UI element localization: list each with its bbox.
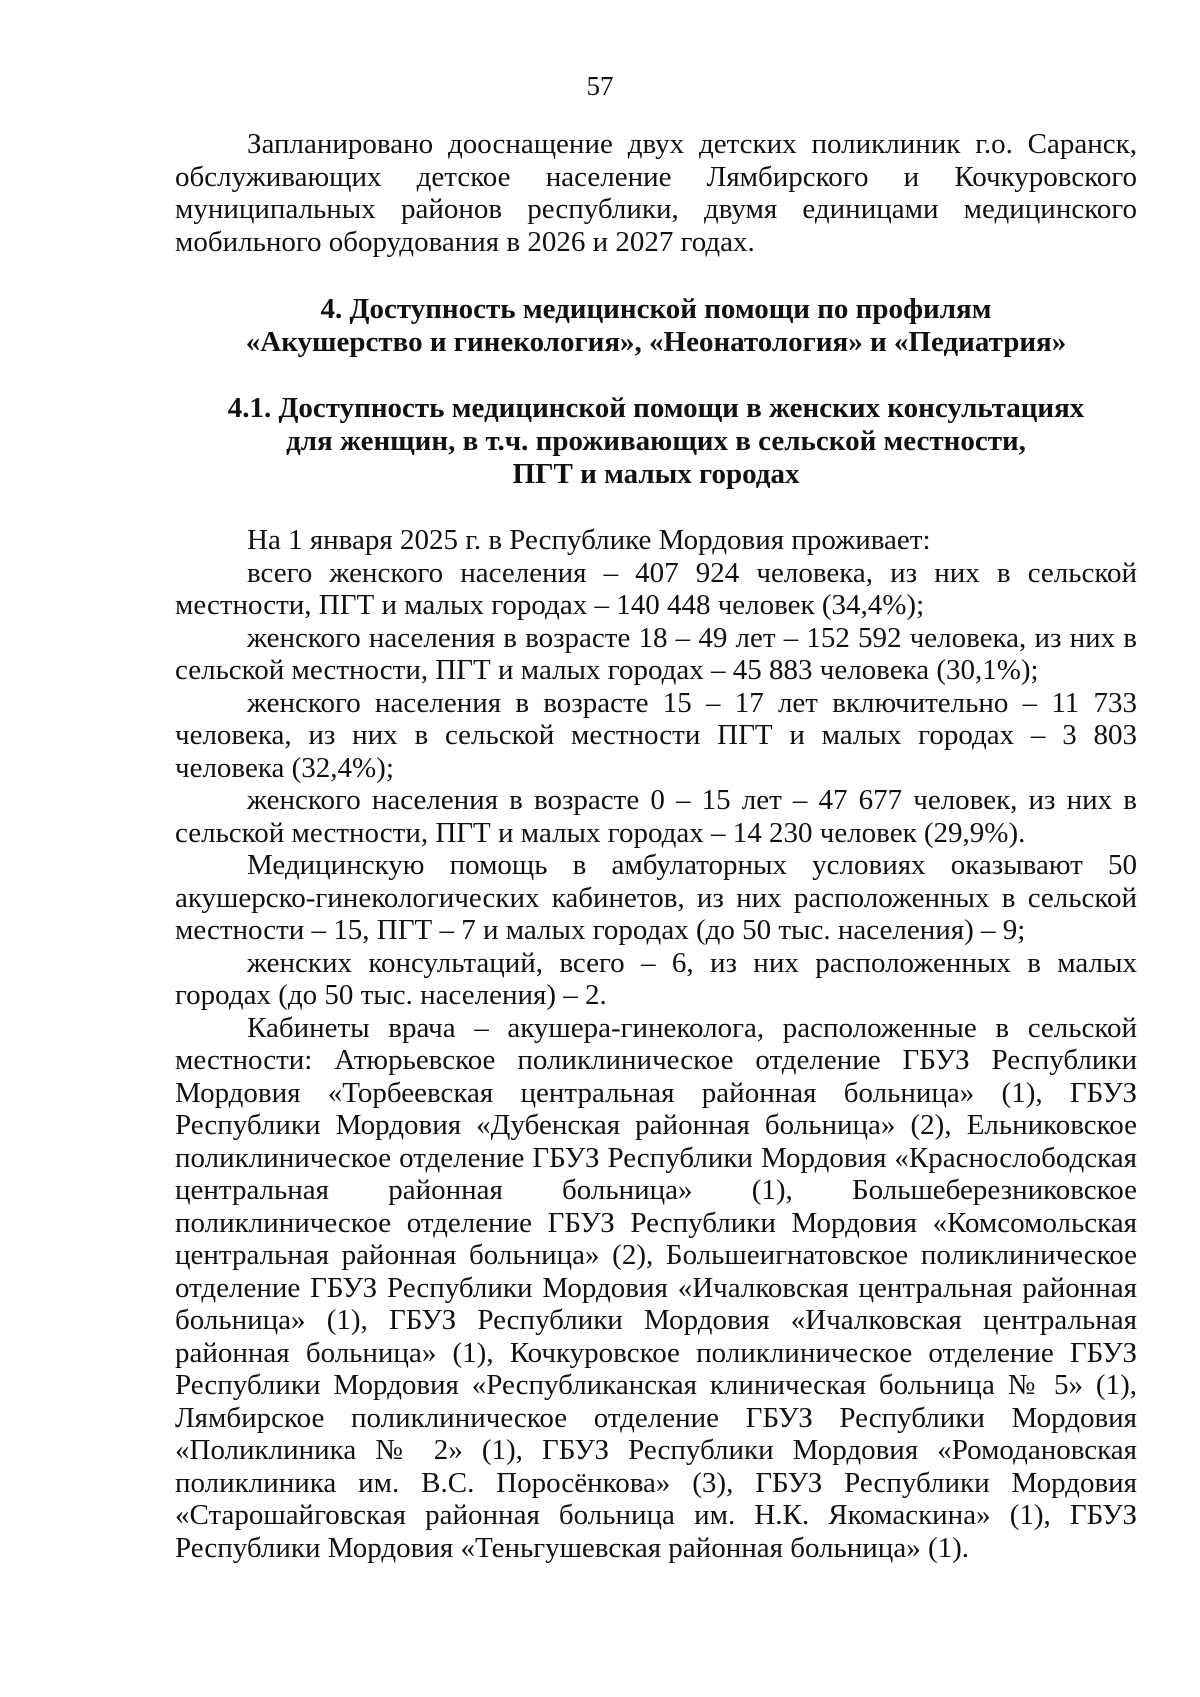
paragraph-gynecologist-offices: Кабинеты врача – акушера-гинеколога, расположенные в сельской местности: Атюрьевское поликлиническое отделение ГБУЗ Республики Мордовия «Торбеевская центральная районная больница» (1), ГБУЗ Республики Мордовия «Дубенская районная больница» (2), Ельниковское поликлиническое отделение ГБУЗ Республики Мордовия «Краснослободская центральная районная больница» (1), Большеберезниковское поликлиническое отделение ГБУЗ Республики Мордовия «Комсомольская центральная районная больница» (2), Большеигнатовское поликлиническое отделение ГБУЗ Республики Мордовия «Ичалковская центральная районная больница» (1), ГБУЗ Республики Мордовия «Ичалковская центральная районная больница» (1), Кочкуровское поликлиническое отделение ГБУЗ Республики Мордовия «Республиканская клиническая больница № 5» (1), Лямбирское поликлиническое отделение ГБУЗ Республики Мордовия «Поликлиника № 2» (1), ГБУЗ Республики Мордовия «Ромодановская поликлиника им. В.С. Поросёнкова» (3), ГБУЗ Республики Мордовия «Старошайговская районная больница им. Н.К. Якомаскина» (1), ГБУЗ Республики Мордовия «Теньгушевская районная больница» (1). bbox=[175, 1011, 1137, 1564]
page-number: 57 bbox=[586, 71, 614, 101]
section-heading-line-1: 4. Доступность медицинской помощи по профилям bbox=[320, 293, 992, 325]
paragraph-womens-consultations: женских консультаций, всего – 6, из них расположенных в малых городах (до 50 тыс. населения) – 2. bbox=[175, 946, 1137, 1011]
paragraph-female-0-15: женского населения в возрасте 0 – 15 лет – 47 677 человек, из них в сельской местности, ПГТ и малых городах – 14 230 человек (29,9%). bbox=[175, 784, 1137, 849]
paragraph-female-15-17: женского населения в возрасте 15 – 17 лет включительно – 11 733 человека, из них в сельской местности ПГТ и малых городах – 3 803 человека (32,4%); bbox=[175, 686, 1137, 784]
intro-paragraph: Запланировано дооснащение двух детских поликлиник г.о. Саранск, обслуживающих детское население Лямбирского и Кочкуровского муниципальных районов республики, двумя единицами медицинского мобильного оборудования в 2026 и 2027 годах. bbox=[175, 128, 1137, 258]
paragraph-ambulatory-care: Медицинскую помощь в амбулаторных условиях оказывают 50 акушерско-гинекологических кабинетов, из них расположенных в сельской местности – 15, ПГТ – 7 и малых городах (до 50 тыс. населения) – 9; bbox=[175, 849, 1137, 946]
paragraph-female-18-49: женского населения в возрасте 18 – 49 лет – 152 592 человека, из них в сельской местности, ПГТ и малых городах – 45 883 человека (30,1%); bbox=[175, 621, 1137, 686]
page-content bbox=[175, 128, 1137, 1564]
subsection-heading-line-2: для женщин, в т.ч. проживающих в сельской местности, bbox=[286, 425, 1026, 457]
section-heading-line-2: «Акушерство и гинекология», «Неонатология» и «Педиатрия» bbox=[245, 326, 1067, 358]
subsection-heading-line-3: ПГТ и малых городах bbox=[512, 458, 800, 490]
paragraph-female-total: всего женского населения – 407 924 человека, из них в сельской местности, ПГТ и малых городах – 140 448 человек (34,4%); bbox=[175, 556, 1137, 621]
subsection-heading bbox=[175, 392, 1137, 491]
section-heading bbox=[175, 293, 1137, 359]
subsection-heading-line-1: 4.1. Доступность медицинской помощи в женских консультациях bbox=[227, 392, 1085, 424]
spacer bbox=[175, 491, 1137, 524]
paragraph-population-intro: На 1 января 2025 г. в Республике Мордовия проживает: bbox=[247, 524, 931, 556]
